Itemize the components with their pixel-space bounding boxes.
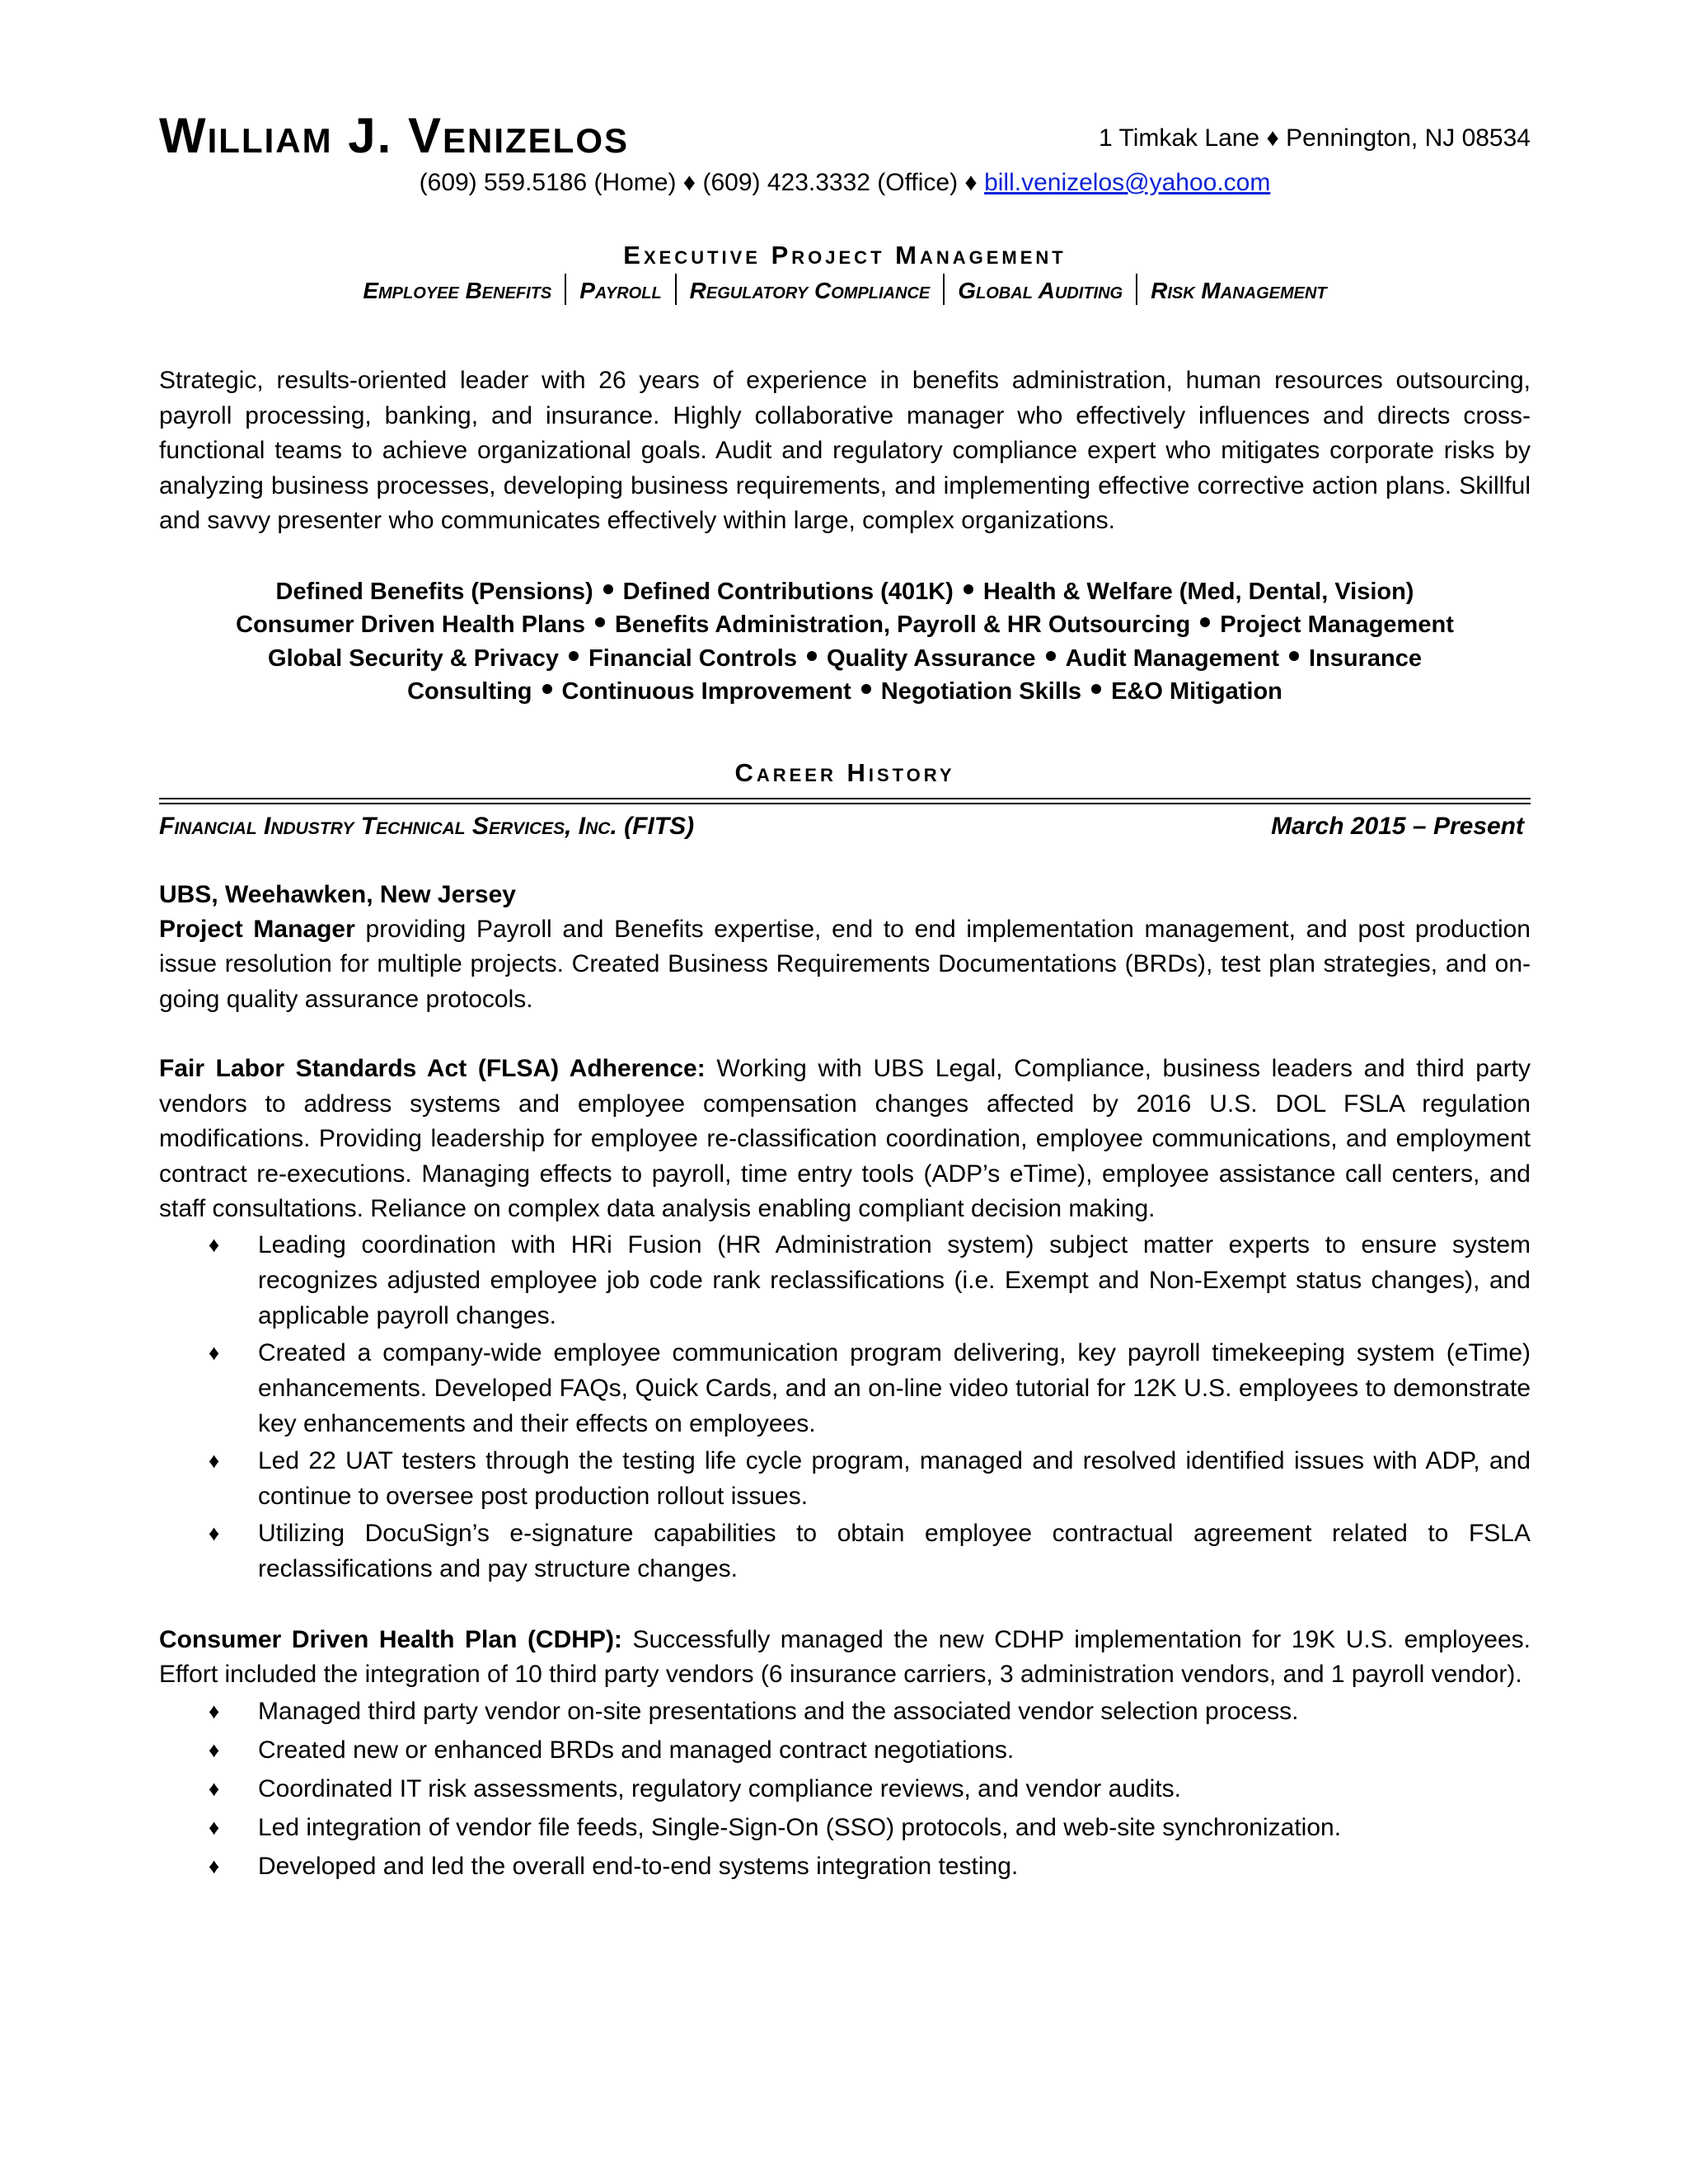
diamond-bullet-icon: ♦ bbox=[209, 1736, 220, 1762]
skill-item: Defined Benefits (Pensions) bbox=[275, 578, 593, 605]
skills-line bbox=[159, 575, 1531, 609]
headline-title: Executive Project Management bbox=[623, 241, 1067, 269]
skill-item: Quality Assurance bbox=[826, 644, 1036, 672]
list-item-text: Created a company-wide employee communication program delivering, key payroll timekeeping system (eTime) enhancements. Developed FAQs, Quick Cards, and an on-line video tutorial for 12K U.S. employees to demonstrate key enhancements and their effects on employees. bbox=[258, 1338, 1531, 1437]
diamond-bullet-icon: ♦ bbox=[209, 1698, 220, 1723]
skill-item: Audit Management bbox=[1065, 644, 1279, 672]
specialty-item: Payroll bbox=[579, 278, 662, 303]
diamond-bullet-icon: ♦ bbox=[209, 1231, 220, 1257]
resume-page bbox=[159, 107, 1531, 1886]
specialties-bar bbox=[159, 274, 1531, 307]
list-item bbox=[159, 1335, 1531, 1441]
bullet-dot-icon bbox=[807, 651, 817, 661]
bullet-dot-icon bbox=[1200, 617, 1210, 627]
flsa-text: Working with UBS Legal, Compliance, business leaders and third party vendors to address systems and employee compensation changes affected by 2016 U.S. DOL FSLA regulation modifications. Providing leadership for employee re-classification coordination, employee communications, and employment contract re-executions. Managing effects to payroll, time entry tools (ADP’s eTime), employee assistance call centers, and staff consultations. Reliance on complex data analysis enabling compliant decision making. bbox=[159, 1055, 1531, 1222]
contact-line bbox=[159, 166, 1531, 199]
diamond-bullet-icon: ♦ bbox=[209, 1520, 220, 1545]
diamond-bullet-icon: ♦ bbox=[209, 1447, 220, 1473]
list-item-text: Utilizing DocuSign’s e-signature capabilities to obtain employee contractual agreement related to FSLA reclassifications and pay structure changes. bbox=[258, 1519, 1531, 1582]
list-item-text: Created new or enhanced BRDs and managed contract negotiations. bbox=[258, 1736, 1015, 1764]
bullet-dot-icon bbox=[595, 617, 605, 627]
skill-item: Health & Welfare (Med, Dental, Vision) bbox=[982, 578, 1414, 605]
list-item bbox=[159, 1848, 1531, 1885]
skill-item: Consulting bbox=[407, 678, 532, 705]
list-item-text: Managed third party vendor on-site presentations and the associated vendor selection process. bbox=[258, 1697, 1299, 1725]
skill-item: Project Management bbox=[1220, 612, 1454, 638]
divider bbox=[565, 274, 566, 305]
bullet-dot-icon bbox=[569, 651, 579, 661]
diamond-bullet-icon: ♦ bbox=[209, 1853, 220, 1878]
email-link[interactable]: bill.venizelos@yahoo.com bbox=[984, 169, 1271, 196]
role-description bbox=[159, 912, 1531, 1018]
list-item-text: Led 22 UAT testers through the testing life cycle program, managed and resolved identified issues with ADP, and continue to oversee post production rollout issues. bbox=[258, 1446, 1531, 1510]
bullet-dot-icon bbox=[1091, 684, 1101, 694]
employer-name: Financial Industry Technical Services, Inc. (FITS) bbox=[159, 812, 695, 840]
list-item bbox=[159, 1770, 1531, 1807]
diamond-bullet-icon: ♦ bbox=[209, 1814, 220, 1840]
specialty-item: Regulatory Compliance bbox=[689, 278, 931, 303]
cdhp-text: Successfully managed the new CDHP implementation for 19K U.S. employees. Effort included the integration of 10 third party vendors (6 insurance carriers, 3 administration vendors, and 1 payroll vendor). bbox=[159, 1625, 1531, 1688]
list-item bbox=[159, 1227, 1531, 1333]
address: 1 Timkak Lane ♦ Pennington, NJ 08534 bbox=[1099, 124, 1531, 152]
divider bbox=[943, 274, 945, 305]
skill-item: Defined Contributions (401K) bbox=[622, 578, 954, 605]
employer-row bbox=[159, 808, 1531, 846]
phone-numbers: (609) 559.5186 (Home) ♦ (609) 423.3332 (Office) ♦ bbox=[419, 169, 985, 196]
skills-line bbox=[159, 675, 1531, 709]
list-item-text: Developed and led the overall end-to-end systems integration testing. bbox=[258, 1852, 1019, 1880]
candidate-name: William J. Venizelos bbox=[159, 108, 630, 163]
specialty-item: Risk Management bbox=[1151, 278, 1327, 303]
core-skills bbox=[159, 575, 1531, 709]
cdhp-paragraph bbox=[159, 1623, 1531, 1693]
skill-item: Benefits Administration, Payroll & HR Outsourcing bbox=[614, 612, 1191, 638]
list-item bbox=[159, 1693, 1531, 1730]
bullet-dot-icon bbox=[1289, 651, 1299, 661]
diamond-bullet-icon: ♦ bbox=[209, 1339, 220, 1365]
double-rule-divider bbox=[159, 798, 1531, 804]
list-item bbox=[159, 1516, 1531, 1586]
list-item-text: Leading coordination with HRi Fusion (HR Administration system) subject matter experts to ensure system recognizes adjusted employee job code rank reclassifications (i.e. Exempt and Non-Exempt status changes), and applicable payroll changes. bbox=[258, 1230, 1531, 1329]
bullet-dot-icon bbox=[542, 684, 552, 694]
bullet-dot-icon bbox=[861, 684, 871, 694]
list-item bbox=[159, 1443, 1531, 1514]
role-text: providing Payroll and Benefits expertise, end to end implementation management, and post production issue resolution for multiple projects. Created Business Requirements Documentations (BRDs), test plan strategies, and on-going quality assurance protocols. bbox=[159, 915, 1531, 1013]
skill-item: Financial Controls bbox=[588, 644, 797, 672]
flsa-heading: Fair Labor Standards Act (FLSA) Adherence: bbox=[159, 1055, 706, 1082]
skills-line bbox=[159, 642, 1531, 676]
skill-item: Consumer Driven Health Plans bbox=[236, 612, 585, 638]
cdhp-heading: Consumer Driven Health Plan (CDHP): bbox=[159, 1625, 622, 1653]
specialty-item: Global Auditing bbox=[958, 278, 1123, 303]
career-history-title: Career History bbox=[734, 757, 955, 787]
list-item bbox=[159, 1809, 1531, 1846]
role-title: Project Manager bbox=[159, 915, 355, 943]
list-item-text: Coordinated IT risk assessments, regulatory compliance reviews, and vendor audits. bbox=[258, 1774, 1181, 1802]
bullet-dot-icon bbox=[964, 584, 973, 594]
list-item bbox=[159, 1732, 1531, 1769]
employment-dates: March 2015 – Present bbox=[1271, 812, 1524, 840]
list-item-text: Led integration of vendor file feeds, Single-Sign-On (SSO) protocols, and web-site synchronization. bbox=[258, 1813, 1342, 1841]
flsa-paragraph bbox=[159, 1052, 1531, 1227]
client-location: UBS, Weehawken, New Jersey bbox=[159, 880, 516, 908]
bullet-dot-icon bbox=[1046, 651, 1056, 661]
skill-item: Global Security & Privacy bbox=[268, 644, 559, 672]
header bbox=[159, 107, 1531, 165]
skills-line bbox=[159, 608, 1531, 642]
professional-summary: Strategic, results-oriented leader with 26 years of experience in benefits administration, human resources outsourcing, payroll processing, banking, and insurance. Highly collaborative manager who effectively influences and directs cross-functional teams to achieve organizational goals. Audit and regulatory compliance expert who mitigates corporate risks by analyzing business processes, developing business requirements, and implementing effective corrective action plans. Skillful and savvy presenter who communicates effectively within large, complex organizations. bbox=[159, 367, 1531, 534]
skill-item: Insurance bbox=[1308, 644, 1422, 672]
skill-item: E&O Mitigation bbox=[1111, 678, 1282, 705]
diamond-bullet-icon: ♦ bbox=[209, 1775, 220, 1801]
specialty-item: Employee Benefits bbox=[363, 278, 552, 303]
divider bbox=[1136, 274, 1137, 305]
divider bbox=[675, 274, 677, 305]
skill-item: Continuous Improvement bbox=[561, 678, 851, 705]
flsa-bullet-list bbox=[159, 1227, 1531, 1586]
bullet-dot-icon bbox=[603, 584, 613, 594]
skill-item: Negotiation Skills bbox=[880, 678, 1082, 705]
cdhp-bullet-list bbox=[159, 1693, 1531, 1885]
